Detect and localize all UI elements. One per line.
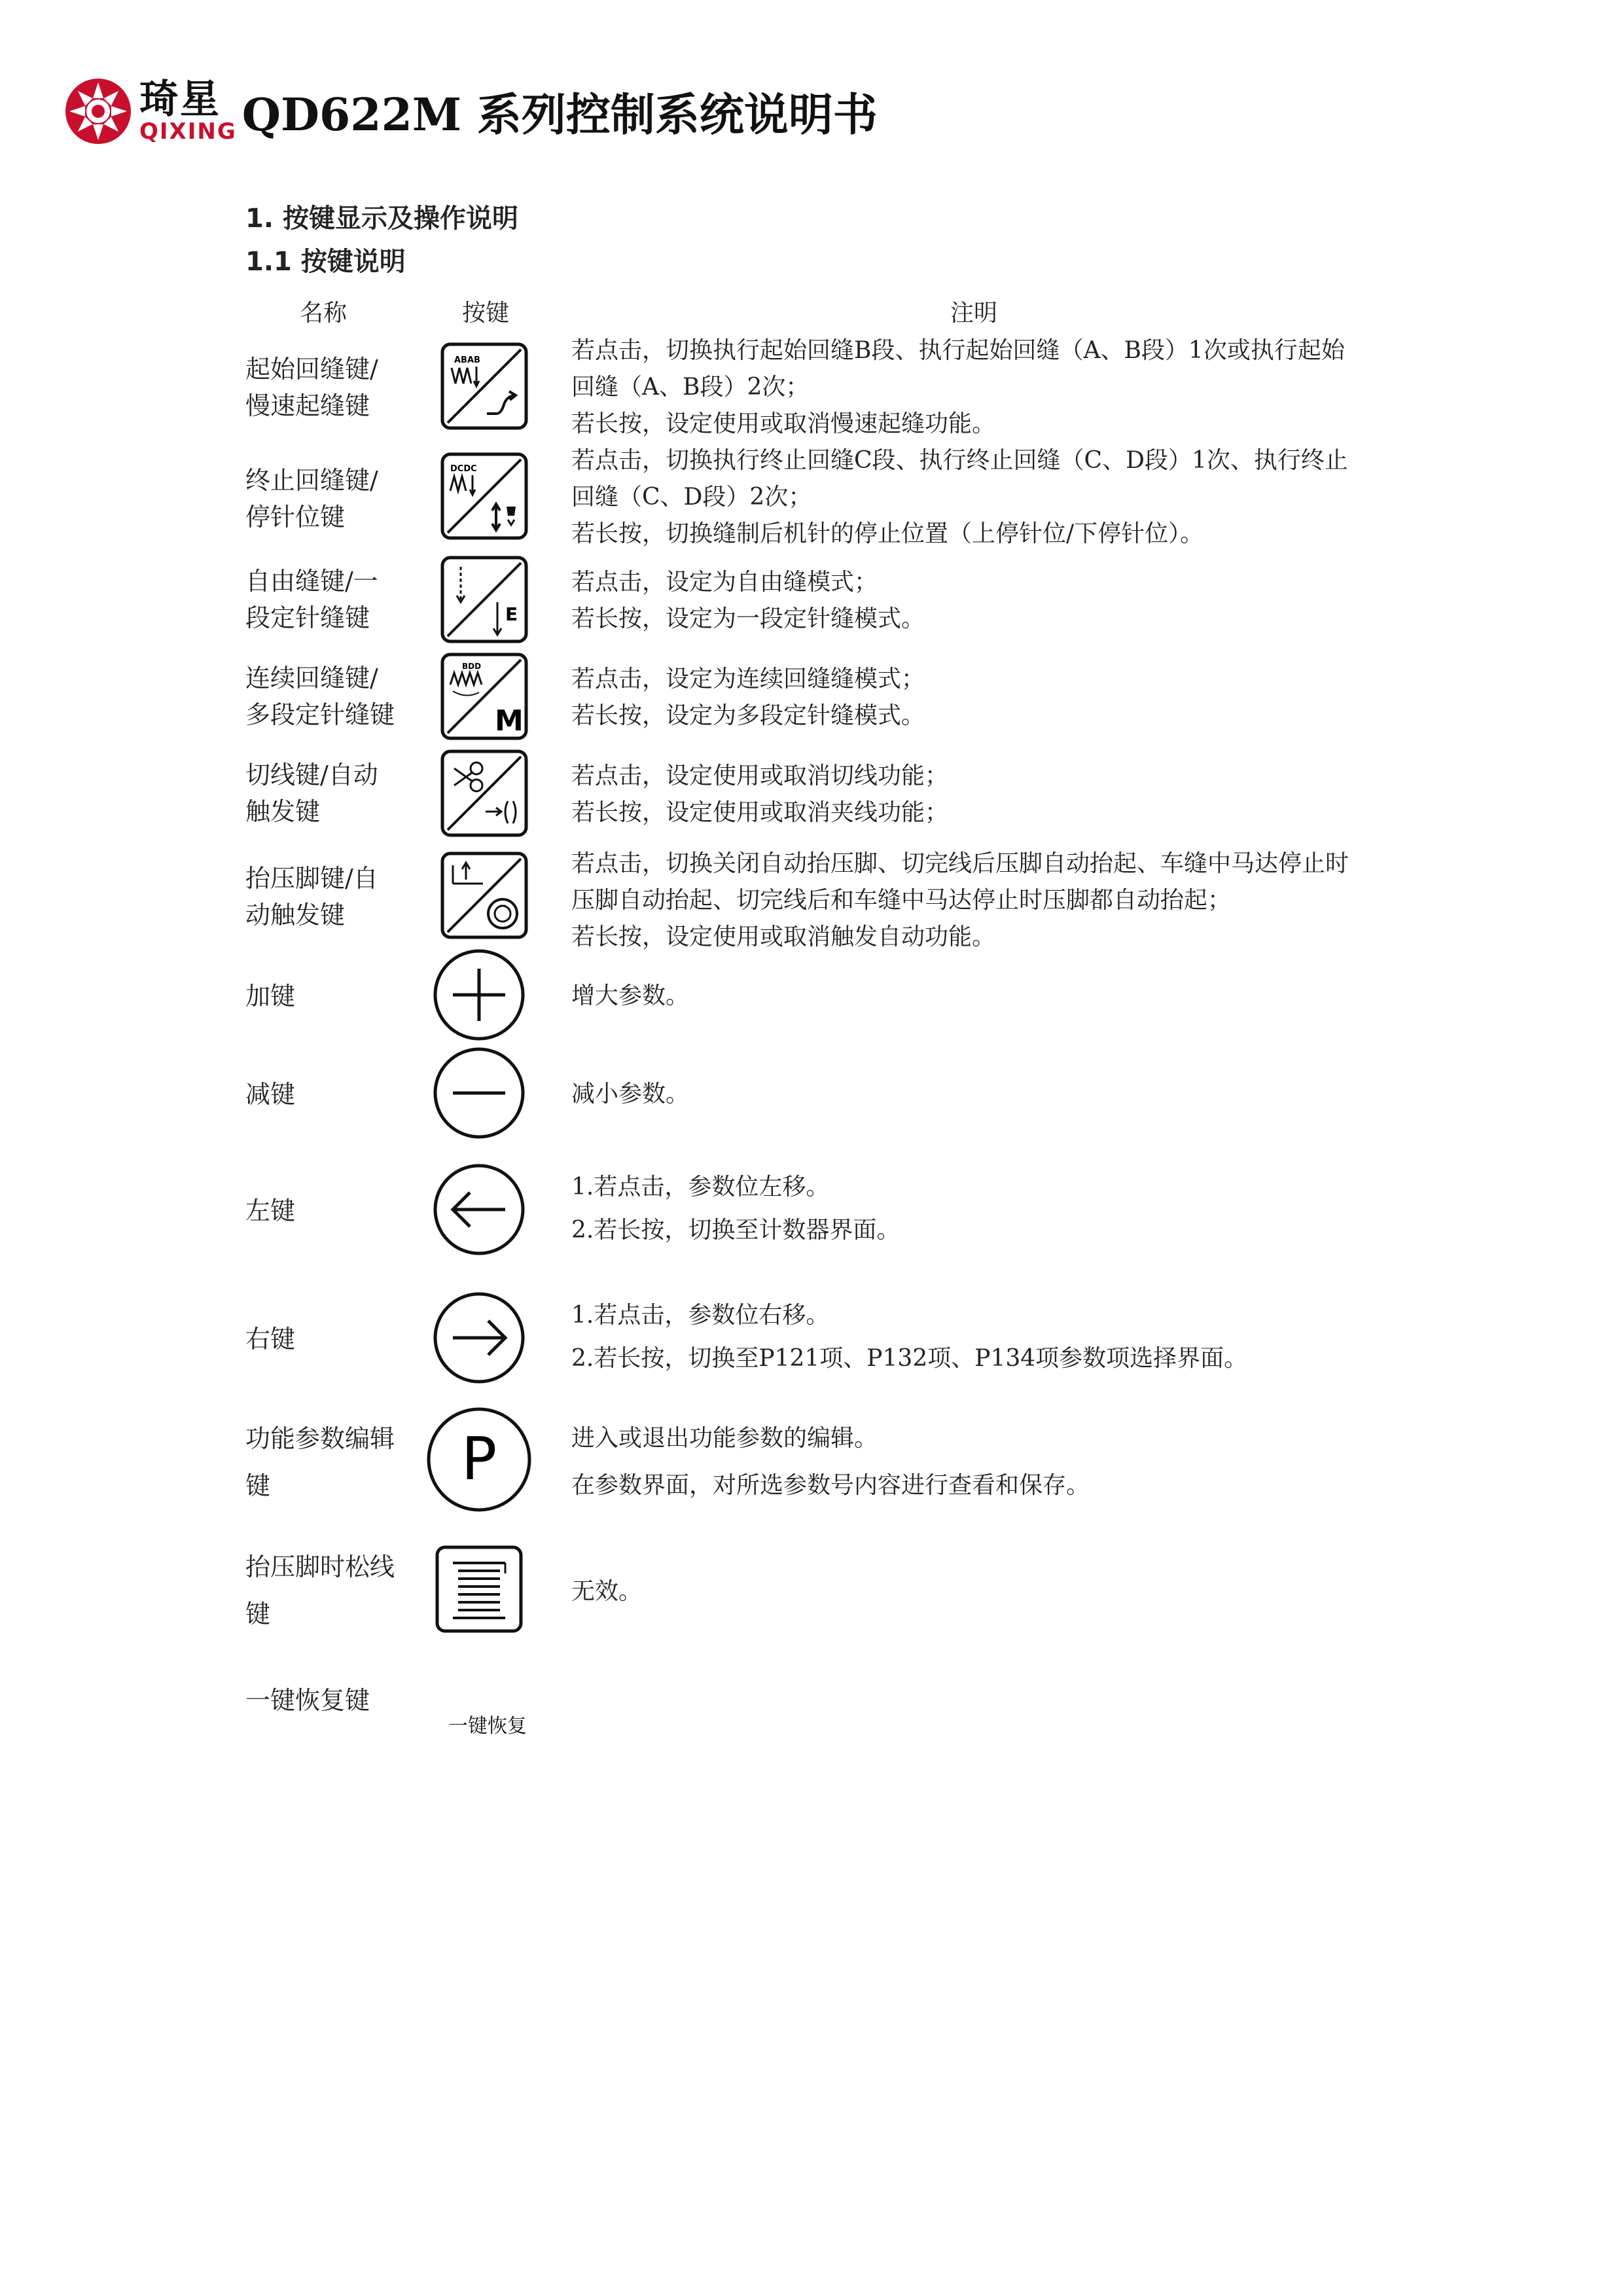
key-description: 增大参数。 [571,982,690,1009]
left-arrow-icon [432,1162,526,1257]
key-name: 功能参数编辑 键 [245,1424,395,1500]
svg-text:BDD: BDD [462,662,482,671]
logo-english-text: QIXING [139,118,237,145]
key-name: 终止回缝键/ 停针位键 [245,466,378,531]
qixing-logo-icon [62,75,134,147]
section-heading-1: 1. 按键显示及操作说明 [245,204,518,234]
column-header-key: 按键 [462,300,510,327]
minus-key[interactable] [432,1046,526,1140]
svg-text:DCDC: DCDC [450,464,477,474]
svg-text:ABAB: ABAB [454,355,480,365]
key-name: 一键恢复键 [245,1686,370,1715]
presser-foot-lift-key[interactable] [440,851,529,940]
key-name: 抬压脚时松线 键 [245,1552,395,1628]
key-name: 加键 [245,982,296,1011]
function-parameter-key[interactable] [425,1406,533,1513]
key-description: 1.若点击，参数位左移。 2.若长按，切换至计数器界面。 [571,1174,901,1244]
key-description: 减小参数。 [571,1081,690,1107]
key-name: 自由缝键/一 段定针缝键 [245,567,378,632]
key-description: 1.若点击，参数位右移。 2.若长按，切换至P121项、P132项、P134项参数项选择界面。 [571,1302,1248,1372]
one-key-restore-key[interactable]: 一键恢复 [448,1715,527,1738]
plus-icon [432,948,526,1042]
key-description: 若点击，设定为连续回缝缝模式； 若长按，设定为多段定针缝模式。 [571,666,925,729]
free-sewing-key[interactable] [440,555,529,644]
svg-text:M: M [495,704,524,738]
presser-foot-lift-key-icon [440,851,529,940]
key-description: 无效。 [571,1578,643,1605]
column-header-name: 名称 [300,300,348,327]
continuous-backtack-key[interactable] [440,652,529,741]
key-name: 连续回缝键/ 多段定针缝键 [245,664,395,729]
free-sewing-key-icon [440,555,529,644]
key-name: 切线键/自动 触发键 [245,761,378,826]
qixing-logo [62,75,237,147]
key-name: 减键 [245,1080,296,1109]
start-backtack-key-icon [440,342,529,431]
document-title: QD622M 系列控制系统说明书 [241,88,878,141]
key-description: 若点击，切换执行终止回缝C段、执行终止回缝（C、D段）1次、执行终止 回缝（C、D段）2次； 若长按，切换缝制后机针的停止位置（上停针位/下停针位）。 [571,447,1348,547]
minus-icon [432,1046,526,1140]
end-backtack-key[interactable] [440,452,529,541]
key-description: 若点击，切换关闭自动抬压脚、切完线后压脚自动抬起、车缝中马达停止时 压脚自动抬起、切完线后和车缝中马达停止时压脚都自动抬起； 若长按，设定使用或取消触发自动功能。 [571,850,1349,950]
key-description: 若点击，切换执行起始回缝B段、执行起始回缝（A、B段）1次或执行起始 回缝（A、B段）2次； 若长按，设定使用或取消慢速起缝功能。 [571,337,1345,437]
end-backtack-key-icon [440,452,529,541]
key-name: 左键 [245,1196,296,1225]
svg-text:P: P [461,1425,497,1494]
key-name: 右键 [245,1325,296,1354]
thread-release-icon [435,1545,524,1634]
thread-trim-key[interactable] [440,749,529,838]
column-header-note: 注明 [950,300,998,327]
right-key[interactable] [432,1291,526,1385]
key-description: 若点击，设定使用或取消切线功能； 若长按，设定使用或取消夹线功能； [571,762,949,826]
key-name: 起始回缝键/ 慢速起缝键 [245,355,378,420]
key-description: 若点击，设定为自由缝模式； 若长按，设定为一段定针缝模式。 [571,569,925,632]
right-arrow-icon [432,1291,526,1385]
logo-chinese-text: 琦星 [139,77,221,122]
continuous-backtack-key-icon [440,652,529,741]
thread-trim-key-icon [440,749,529,838]
section-heading-1-1: 1.1 按键说明 [245,247,406,277]
key-description: 进入或退出功能参数的编辑。 在参数界面，对所选参数号内容进行查看和保存。 [571,1425,1090,1499]
start-backtack-key[interactable] [440,342,529,431]
plus-key[interactable] [432,948,526,1042]
document-header [62,72,878,151]
p-letter-icon [425,1406,533,1513]
thread-release-key[interactable] [435,1545,524,1634]
key-name: 抬压脚键/自 动触发键 [245,864,378,929]
left-key[interactable] [432,1162,526,1257]
svg-text:E: E [505,603,518,625]
